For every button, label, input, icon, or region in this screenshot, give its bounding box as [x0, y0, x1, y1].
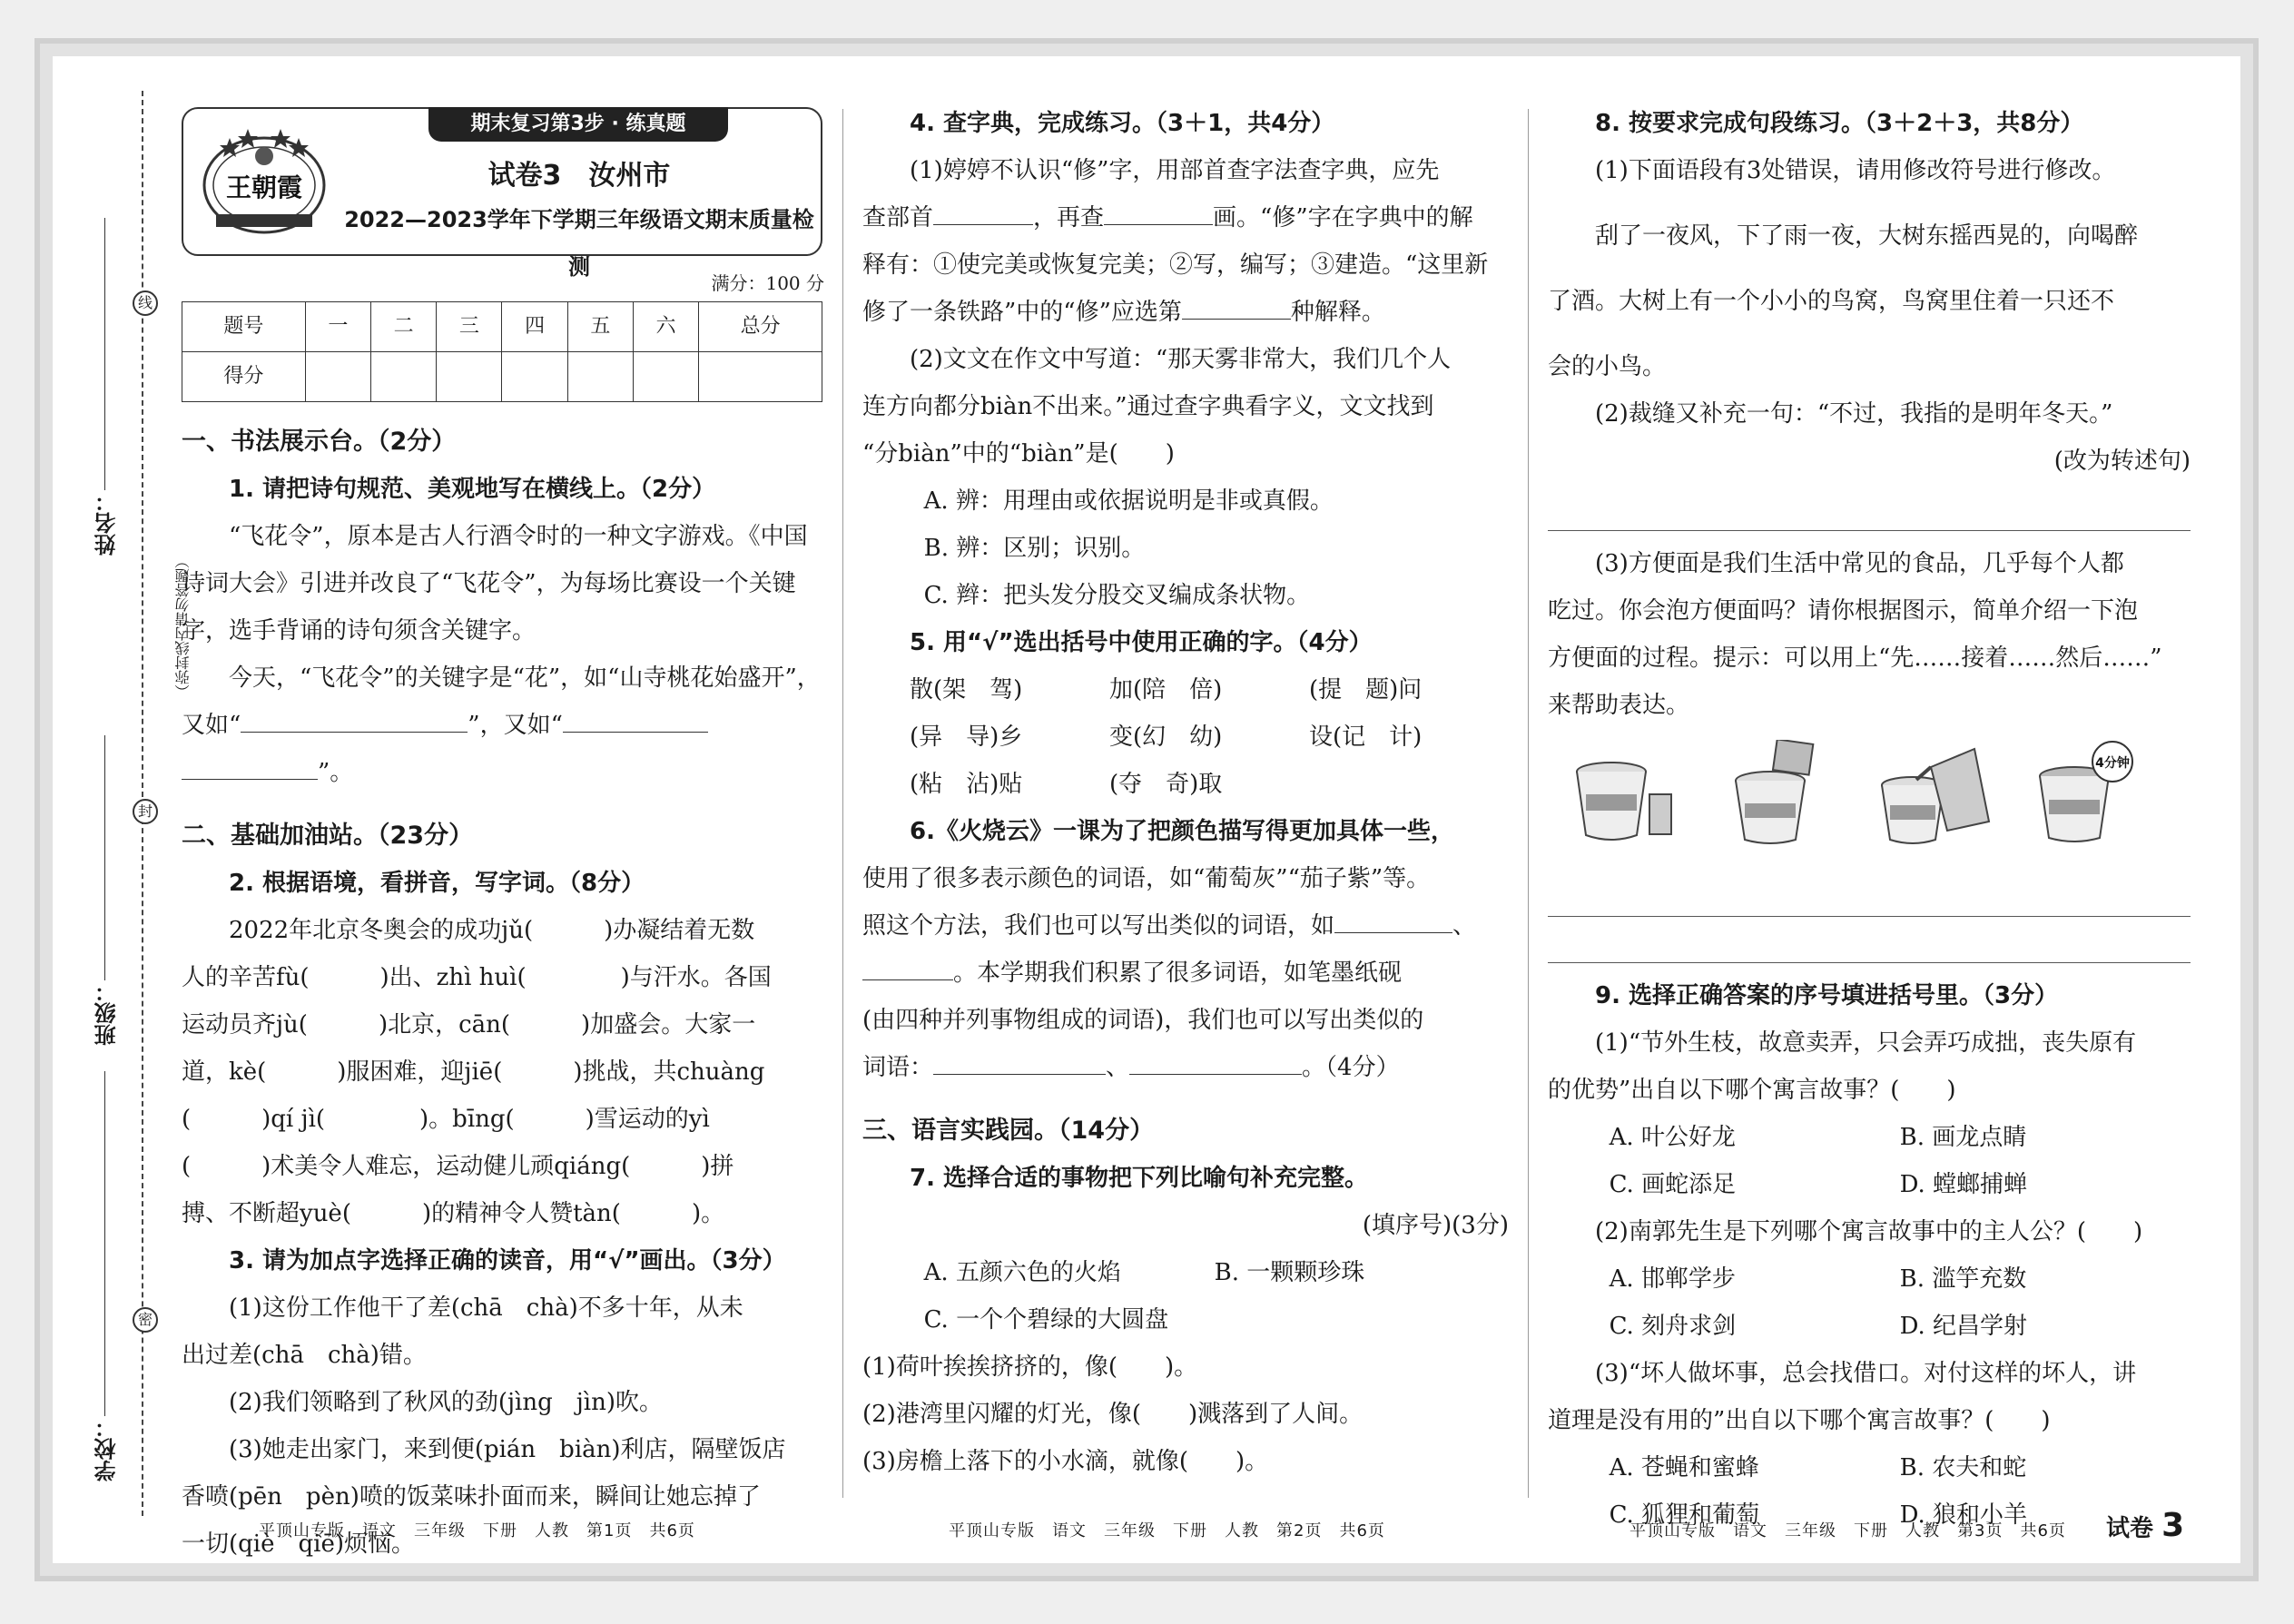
question-6: 6.《火烧云》一课为了把颜色描写得更加具体一些， [910, 818, 1454, 845]
q4-1-line: 释有：①使完美或恢复完美；②写，编写；③建造。“这里新 [862, 251, 1489, 279]
q4-option[interactable]: B. 辨：区别；识别。 [923, 535, 1146, 562]
q9-option[interactable]: C. 画蛇添足 [1609, 1171, 1737, 1198]
column-separator [842, 109, 843, 1498]
q1-prompt: 今天，“飞花令”的关键字是“花”，如“山寺桃花始盛开”，又如“ ”，又如“ ”。 [182, 664, 821, 786]
school-label: 学校： [94, 1416, 120, 1481]
q7-option: C. 一个个碧绿的大圆盘 [923, 1306, 1169, 1334]
score-header-cell: 二 [371, 302, 437, 352]
q4-option[interactable]: C. 辫：把头发分股交叉编成条状物。 [923, 582, 1311, 609]
q4-2-line: “分biàn”中的“biàn”是( ) [862, 440, 1175, 468]
q9-option[interactable]: C. 狐狸和葡萄 [1609, 1501, 1760, 1529]
seal-note: （弥封线内请勿答题） [174, 554, 192, 699]
q9-2-options [1548, 1255, 2191, 1350]
score-header-cell: 六 [633, 302, 698, 352]
q3-line: 香喷(pēn pèn)喷的饭菜味扑面而来，瞬间让她忘掉了 [182, 1483, 761, 1511]
question-7: 7. 选择合适的事物把下列比喻句补充完整。 [910, 1165, 1369, 1192]
section-3-heading: 三、语言实践园。（14分） [862, 1117, 1155, 1145]
q6-line: 。本学期我们积累了很多词语，如笔墨纸砚 [862, 950, 1509, 997]
score-cell[interactable] [567, 352, 633, 402]
q9-1-options [1548, 1114, 2191, 1208]
column-3 [1548, 100, 2191, 1539]
q7-item: (1)荷叶挨挨挤挤的，像( )。 [862, 1353, 1198, 1381]
full-mark: 满分：100 分 [711, 272, 824, 294]
q6-line: 照这个方法，我们也可以写出类似的词语，如 、 [862, 902, 1509, 950]
answer-blank[interactable] [241, 704, 468, 733]
q8-passage-line: 刮了一夜风，下了雨一夜，大树东摇西晃的，向喝醉 [1595, 222, 2139, 250]
q9-option[interactable]: A. 邯郸学步 [1609, 1265, 1736, 1293]
q8-2-note: (改为转述句) [2053, 448, 2191, 475]
q9-option[interactable]: B. 农夫和蛇 [1899, 1454, 2027, 1481]
q9-option[interactable]: D. 狼和小羊 [1899, 1501, 2028, 1529]
exam-title: 试卷3 汝州市 [487, 160, 671, 192]
q4-option[interactable]: A. 辨：用理由或依据说明是非或真假。 [923, 487, 1334, 515]
column-2 [862, 100, 1509, 1485]
q8-passage-line: 了酒。大树上有一个小小的鸟窝，鸟窝里住着一只还不 [1548, 288, 2115, 315]
page-footer: 平顶山专版 语文 三年级 下册 人教 第2页 共6页 [949, 1521, 1385, 1540]
score-cell[interactable] [502, 352, 567, 402]
answer-line[interactable] [1548, 917, 2191, 963]
timer-label: 4分钟 [2095, 756, 2130, 771]
q5-item[interactable]: 变(幻 幼) [1109, 723, 1223, 751]
answer-blank[interactable] [1129, 1047, 1302, 1075]
q8-2: (2)裁缝又补充一句：“不过，我指的是明年冬天。” [1595, 400, 2113, 428]
answer-line[interactable] [1548, 485, 2191, 531]
question-9: 9. 选择正确答案的序号填进括号里。（3分） [1595, 982, 2059, 1009]
q6-line: 词语： 、 。（4分） [862, 1044, 1509, 1091]
q6-line: 使用了很多表示颜色的词语，如“葡萄灰”“茄子紫”等。 [862, 865, 1431, 892]
noodle-cup-open-icon [1720, 740, 1838, 849]
score-table [182, 301, 822, 402]
q1-passage: “飞花令”，原本是古人行酒令时的一种文字游戏。《中国诗词大会》引进并改良了“飞花令”，为每场比赛设一个关键字，选手背诵的诗句须含关键字。 [182, 523, 808, 645]
q7-options [862, 1249, 1509, 1343]
q8-3-line: 来帮助表达。 [1548, 692, 1690, 719]
q9-option[interactable]: A. 叶公好龙 [1609, 1124, 1736, 1151]
class-line [104, 735, 105, 980]
score-cell[interactable] [699, 352, 822, 402]
q8-3-line: 方便面的过程。提示：可以用上“先……接着……然后……” [1548, 645, 2162, 672]
publisher-logo-icon [198, 122, 330, 240]
school-line [104, 1071, 105, 1416]
section-1-heading: 一、书法展示台。（2分） [182, 428, 457, 456]
noodle-cup-lid-timer-icon [2029, 740, 2147, 849]
q8-passage-line: 会的小鸟。 [1548, 353, 1667, 380]
score-cell[interactable] [633, 352, 698, 402]
answer-blank[interactable] [563, 704, 708, 733]
q5-item[interactable]: 加(陪 倍) [1109, 676, 1223, 704]
score-row-label: 得分 [182, 352, 306, 402]
q2-line: 人的辛苦fù( )出、zhì huì( )与汗水。各国 [182, 964, 772, 991]
paper-number-badge: 试卷 3 [2106, 1507, 2185, 1544]
q9-option[interactable]: C. 刻舟求剑 [1609, 1313, 1737, 1340]
q8-3-line: 吃过。你会泡方便面吗？请你根据图示，简单介绍一下泡 [1548, 597, 2139, 625]
q7-option: B. 一颗颗珍珠 [1214, 1259, 1365, 1286]
q7-option: A. 五颜六色的火焰 [923, 1259, 1121, 1286]
q7-item: (3)房檐上落下的小水滴，就像( )。 [862, 1448, 1269, 1475]
kettle-pouring-icon [1875, 740, 1993, 849]
q5-item[interactable]: 设(记 计) [1309, 723, 1423, 751]
answer-blank[interactable] [933, 197, 1033, 225]
q4-2-line: (2)文文在作文中写道：“那天雾非常大，我们几个人 [910, 346, 1452, 373]
noodle-cup-icon [1566, 740, 1684, 849]
svg-text:王朝霞: 王朝霞 [225, 172, 303, 202]
q2-line: ( )术美令人难忘，运动健儿顽qiáng( )拼 [182, 1153, 734, 1180]
answer-blank[interactable] [933, 1047, 1106, 1075]
q3-line: (2)我们领略到了秋风的劲(jìng jìn)吹。 [229, 1389, 664, 1416]
answer-line[interactable] [1548, 871, 2191, 917]
q9-option[interactable]: D. 螳螂捕蝉 [1899, 1171, 2028, 1198]
page-footer: 平顶山专版 语文 三年级 下册 人教 第3页 共6页 [1629, 1521, 2066, 1540]
exam-header [182, 107, 822, 280]
q9-1-line: (1)“节外生枝，故意卖弄，只会弄巧成拙，丧失原有 [1595, 1029, 2137, 1057]
answer-blank[interactable] [1104, 197, 1213, 225]
answer-blank[interactable] [1334, 905, 1452, 933]
q3-line: (3)她走出家门，来到便(pián biàn)利店，隔壁饭店 [229, 1436, 786, 1463]
q5-item[interactable]: (提 题)问 [1309, 676, 1423, 704]
q4-1-line: 查部首 ，再查 画。“修”字在字典中的解 [862, 194, 1509, 241]
q3-line: 一切(qiè qiē)烦恼。 [182, 1530, 415, 1558]
q9-option[interactable]: A. 苍蝇和蜜蜂 [1609, 1454, 1759, 1481]
q4-2-line: 连方向都分biàn不出来。”通过查字典看字义，文文找到 [862, 393, 1434, 420]
q2-line: 搏、不断超yuè( )的精神令人赞tàn( )。 [182, 1200, 725, 1227]
binding-strip [54, 64, 192, 1552]
q9-3-line: 道理是没有用的”出自以下哪个寓言故事？( ) [1548, 1407, 2051, 1434]
q3-line: (1)这份工作他干了差(chā chà)不多十年，从未 [229, 1294, 743, 1322]
score-header-cell: 五 [567, 302, 633, 352]
q7-note: (填序号)(3分) [1362, 1212, 1509, 1239]
q9-1-line: 的优势”出自以下哪个寓言故事？( ) [1548, 1077, 1956, 1104]
q5-item[interactable]: (粘 沾)贴 [910, 771, 1023, 798]
question-5: 5. 用“√”选出括号中使用正确的字。（4分） [910, 629, 1373, 656]
q5-item[interactable]: (异 导)乡 [910, 723, 1023, 751]
q9-3-line: (3)“坏人做坏事，总会找借口。对付这样的坏人，讲 [1595, 1360, 2137, 1387]
q3-line: 出过差(chā chà)错。 [182, 1342, 427, 1369]
q2-line: 2022年北京冬奥会的成功jǔ( )办凝结着无数 [229, 917, 755, 944]
q9-option[interactable]: D. 纪昌学射 [1899, 1313, 2028, 1340]
section-2-heading: 二、基础加油站。（23分） [182, 822, 474, 850]
q8-1: (1)下面语段有3处错误，请用修改符号进行修改。 [1595, 157, 2116, 184]
q9-option[interactable]: B. 滥竽充数 [1899, 1265, 2027, 1293]
noodle-illustrations [1548, 740, 2191, 849]
q9-2-line: (2)南郭先生是下列哪个寓言故事中的主人公？( ) [1595, 1218, 2143, 1245]
column-1 [182, 100, 824, 1568]
seal-mark-feng: 封 [133, 799, 158, 824]
question-1: 1. 请把诗句规范、美观地写在横线上。（2分） [229, 476, 716, 503]
page-footer: 平顶山专版 语文 三年级 下册 人教 第1页 共6页 [259, 1521, 695, 1540]
seal-mark-mi: 密 [133, 1307, 158, 1333]
q5-items [862, 666, 1509, 808]
answer-blank[interactable] [182, 752, 318, 780]
column-separator [1528, 109, 1529, 1498]
q2-line: ( )qí jì( )。bīng( )雪运动的yì [182, 1106, 710, 1133]
q5-item[interactable]: 散(架 驾) [910, 676, 1023, 704]
question-8: 8. 按要求完成句段练习。（3＋2＋3，共8分） [1595, 110, 2084, 137]
q7-item: (2)港湾里闪耀的灯光，像( )溅落到了人间。 [862, 1401, 1364, 1428]
exam-subtitle: 2022—2023学年下学期三年级语文期末质量检测 [344, 207, 814, 280]
seal-mark-xian: 线 [133, 290, 158, 316]
q4-1-line: (1)婷婷不认识“修”字，用部首查字法查字典，应先 [910, 157, 1440, 184]
score-header-cell: 总分 [699, 302, 822, 352]
q9-option[interactable]: B. 画龙点睛 [1899, 1124, 2027, 1151]
score-cell[interactable] [371, 352, 437, 402]
score-header-cell: 一 [305, 302, 370, 352]
q2-line: 道，kè( )服困难，迎jiē( )挑战，共chuàng [182, 1058, 765, 1086]
score-header-cell: 三 [437, 302, 502, 352]
q4-1-line: 修了一条铁路”中的“修”应选第 种解释。 [862, 289, 1509, 336]
q6-line: (由四种并列事物组成的词语)，我们也可以写出类似的 [862, 1007, 1424, 1034]
score-header-cell: 题号 [182, 302, 306, 352]
question-4: 4. 查字典，完成练习。（3＋1，共4分） [910, 110, 1335, 137]
answer-blank[interactable] [1182, 291, 1291, 320]
q5-item[interactable]: (夺 奇)取 [1109, 771, 1223, 798]
score-header-cell: 四 [502, 302, 567, 352]
name-line [104, 218, 105, 490]
q8-3-line: (3)方便面是我们生活中常见的食品，几乎每个人都 [1595, 550, 2124, 577]
class-label: 班级： [94, 980, 120, 1046]
score-cell[interactable] [305, 352, 370, 402]
review-step-tab: 期末复习第3步 · 练真题 [428, 107, 728, 142]
score-cell[interactable] [437, 352, 502, 402]
name-label: 姓名： [94, 490, 120, 556]
answer-blank[interactable] [862, 952, 953, 980]
q2-line: 运动员齐jù( )北京，cān( )加盛会。大家一 [182, 1011, 756, 1038]
question-2: 2. 根据语境，看拼音，写字词。（8分） [229, 870, 645, 897]
question-3: 3. 请为加点字选择正确的读音，用“√”画出。（3分） [229, 1247, 786, 1275]
